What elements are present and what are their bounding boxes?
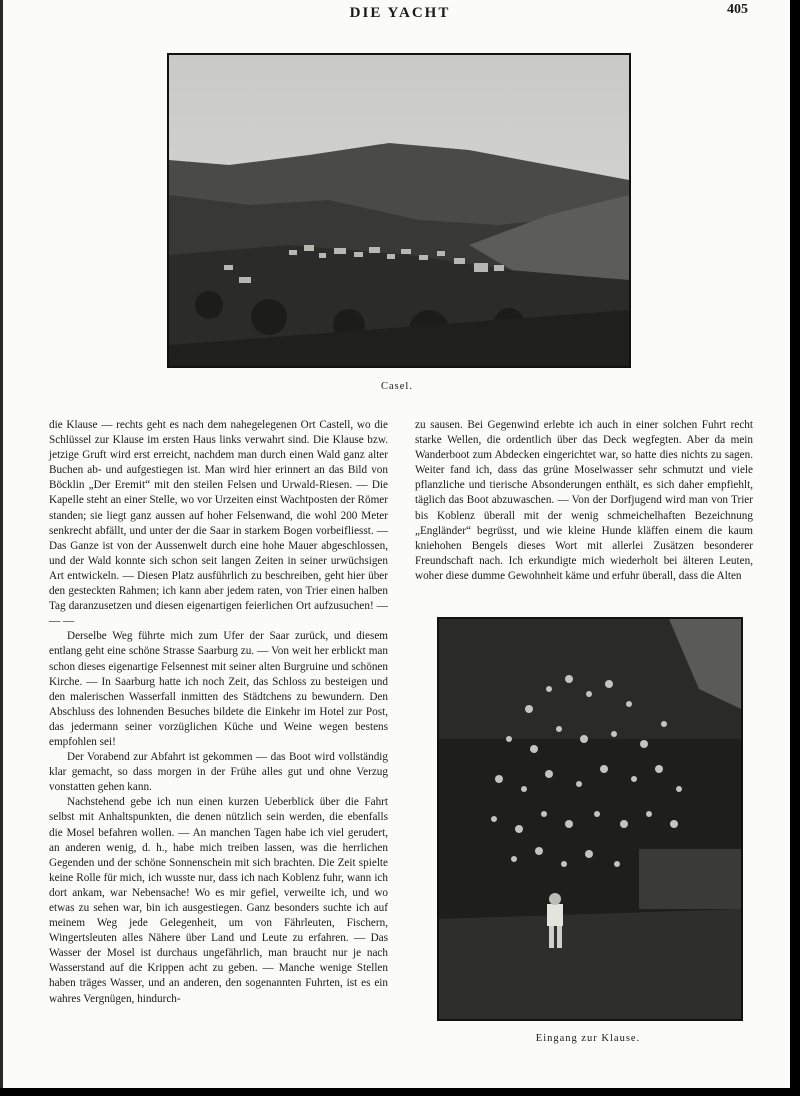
klause-entrance-image <box>439 619 741 1019</box>
casel-landscape-image <box>169 55 629 366</box>
left-text-column <box>49 418 388 1007</box>
paragraph-3: Der Vorabend zur Abfahrt ist gekommen — das Boot wird vollständig klar gemacht, so dass morgen in der Frühe alles gut und ohne Verzug vonstatten gehen kann. <box>49 751 388 794</box>
right-text-column <box>415 418 753 584</box>
paragraph-4: Nachstehend gebe ich nun einen kurzen Ueberblick über die Fahrt selbst mit Anhaltspunkten, die denen nützlich sein werden, die ebenfalls die Mosel befahren wollen. — An manchen Tagen habe ich viel gerudert, an anderen wenig, d. h., habe mich treiben lassen, was die herrlichen Gegenden und der schöne Sonnenschein mit sich brachten. Die Zeit spielte keine Rolle für mich, ich wusste nur, dass ich nach Koblenz fuhr, wann ich dort ankam, war Nebensache! Wo es mir gefiel, verweilte ich, und wo etwas zu sehen war, bin ich ausgestiegen. Ganz besonders suchte ich auf meinem Weg jede Gelegenheit, um von Fährleuten, Fischern, Wingertsleuten alles Nähere über Land und Leute zu erfahren. — Das Wasser der Mosel ist durchaus ungefährlich, man braucht nur je nach Wasserstand auf die Krippen acht zu geben. — Manche wenige Stellen haben träges Wasser, und an anderen, den sogenannten Fuhrten, ist es ein wahres Vergnügen, hindurch- <box>49 796 388 1005</box>
paragraph-1: die Klause — rechts geht es nach dem nahegelegenen Ort Castell, wo die Schlüssel zur Klause im ersten Haus links verwahrt sind. Die Klause bzw. jetzige Gruft wird erst erreicht, nachdem man durch einen Wald ganz alter Buchen ab- und aufgestiegen ist. Man wird hier erinnert an das Bild von Böcklin „Der Eremit“ mit den steilen Felsen und Urwald-Riesen. — Die Kapelle steht an einer Stelle, wo vor Urzeiten einst Wachtposten der Römer standen; sie liegt ganz aussen auf hoher Felsenwand, die wohl 200 Meter senkrecht abfällt, und unter der die Saar in starkem Bogen vorbeifliesst. — Das Ganze ist von der Aussenwelt durch eine hohe Mauer abgeschlossen, und der Wald konnte sich schon seit langen Zeiten in seiner urwüchsigen Art entwickeln. — Diesen Platz ausführlich zu beschreiben, geht hier über den gesteckten Rahmen; ich kann aber jedem raten, von Trier einen halben Tag daranzusetzen und diesen eigenartigen feierlichen Ort aufzusuchen! — — — <box>49 419 388 628</box>
paragraph-2: Derselbe Weg führte mich zum Ufer der Saar zurück, und diesem entlang geht eine schöne Strasse Saarburg zu. — Von weit her erblickt man schon dieses eigenartige Felsennest mit seiner alten Burgruine und schönen Kirche. — In Saarburg hatte ich noch Zeit, das Schloss zu besteigen und den malerischen Wasserfall inmitten des Städtchens zu bewundern. Den Abschluss des lohnenden Besuches bildete die Einkehr im Hotel zur Post, das jedermann seiner vorzüglichen Küche und Weine wegen bestens empfohlen sei! <box>49 630 388 748</box>
klause-entrance-photograph <box>437 617 743 1021</box>
page-number: 405 <box>727 2 748 17</box>
page-left-edge <box>0 0 3 1096</box>
scan-right-border <box>790 0 800 1096</box>
top-figure-caption: Casel. <box>381 381 413 392</box>
scan-bottom-border <box>0 1088 800 1096</box>
running-header: DIE YACHT <box>349 5 451 21</box>
bottom-figure-caption: Eingang zur Klause. <box>535 1033 641 1044</box>
paragraph-5: zu sausen. Bei Gegenwind erlebte ich auch in einer solchen Fuhrt recht starke Wellen, die ordentlich über das Deck wegfegten. Aber da mein Wanderboot zum Abdecken eingerichtet war, so hatte dies nichts zu sagen. Weiter fand ich, dass das grüne Moselwasser sehr schmutzt und viele pflanzliche und tierische Absonderungen enthält, es sich daher empfiehlt, täglich das Boot abzuwaschen. — Von der Dorfjugend wird man von Trier bis Koblenz überall mit der wenig schmeichelhaften Bezeichnung „Engländer“ begrüsst, und wie kleine Hunde kläffen einem die kaum kniehohen Bengels dieses Wort mit allerlei Zusätzen besonderer Freundschaft nach. Ich erkundigte mich wiederholt bei älteren Leuten, woher diese dumme Gewohnheit käme und erfuhr überall, dass die Alten <box>415 419 753 582</box>
casel-photograph <box>167 53 631 368</box>
